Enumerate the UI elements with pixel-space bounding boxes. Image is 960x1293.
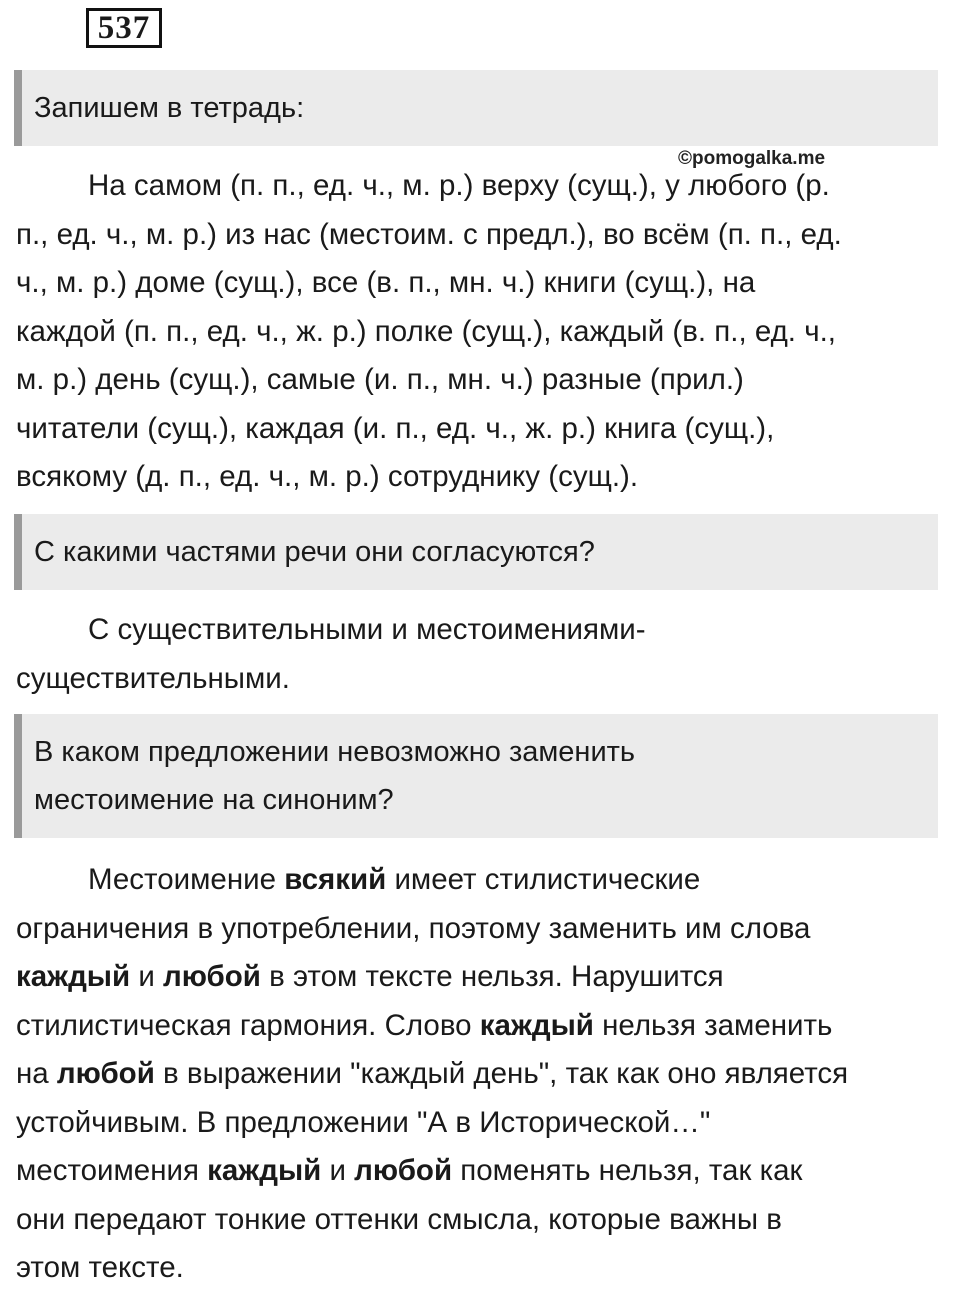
heading-write-down-text: Запишем в тетрадь:: [34, 92, 305, 124]
bold-word: всякий: [284, 863, 387, 896]
question-synonym-line: местоимение на синоним?: [34, 784, 394, 816]
text-line: каждой (п. п., ед. ч., ж. р.) полке (сущ.), каждый (в. п., ед. ч.,: [16, 314, 836, 348]
text-line: [16, 856, 946, 905]
text-line: [16, 1147, 946, 1196]
heading-write-down: [14, 70, 938, 146]
text-span: Местоимение: [88, 863, 285, 896]
text-line: [16, 953, 946, 1002]
text-span: поменять нельзя, так как: [452, 1154, 803, 1187]
bold-word: любой: [56, 1057, 155, 1090]
text-span: местоимения: [16, 1154, 208, 1187]
question-parts-of-speech-text: С какими частями речи они согласуются?: [34, 536, 595, 568]
text-line: читатели (сущ.), каждая (и. п., ед. ч., ж. р.) книга (сущ.),: [16, 411, 775, 445]
bold-word: любой: [354, 1154, 453, 1187]
text-span: в выражении "каждый день", так как оно является: [154, 1057, 849, 1090]
text-line: ограничения в употреблении, поэтому заменить им слова: [16, 911, 811, 945]
text-line: устойчивым. В предложении "А в Исторической…": [16, 1105, 711, 1139]
text-line: этом тексте.: [16, 1251, 184, 1284]
text-line: п., ед. ч., м. р.) из нас (местоим. с предл.), во всём (п. п., ед.: [16, 217, 842, 251]
text-line: На самом (п. п., ед. ч., м. р.) верху (сущ.), у любого (р.: [88, 169, 830, 202]
text-line: они передают тонкие оттенки смысла, которые важны в: [16, 1202, 782, 1236]
watermark: ©pomogalka.me: [678, 148, 826, 169]
text-span: и: [321, 1154, 355, 1187]
text-span: на: [16, 1057, 57, 1090]
answer-parts-of-speech: [16, 606, 946, 703]
exercise-number: 537: [86, 8, 162, 48]
question-synonym-line: В каком предложении невозможно заменить: [34, 736, 636, 768]
text-line: [16, 1050, 946, 1099]
question-synonym: [14, 714, 938, 838]
text-span: нельзя заменить: [593, 1008, 833, 1042]
text-span: стилистическая гармония. Слово: [16, 1008, 480, 1042]
bold-word: любой: [163, 960, 261, 993]
text-line: ч., м. р.) доме (сущ.), все (в. п., мн. ч.) книги (сущ.), на: [16, 266, 756, 299]
bold-word: каждый: [16, 960, 131, 993]
answer-parsed-text: [16, 162, 946, 502]
text-line: существительными.: [16, 661, 290, 695]
text-span: имеет стилистические: [386, 863, 701, 896]
bold-word: каждый: [207, 1154, 322, 1187]
text-line: м. р.) день (сущ.), самые (и. п., мн. ч.) разные (прил.): [16, 363, 744, 396]
text-line: [16, 1002, 946, 1051]
text-line: всякому (д. п., ед. ч., м. р.) сотруднику (сущ.).: [16, 460, 639, 493]
text-span: и: [130, 960, 164, 993]
answer-synonym: [16, 856, 946, 1293]
text-span: в этом тексте нельзя. Нарушится: [260, 960, 724, 993]
bold-word: каждый: [479, 1008, 594, 1042]
question-parts-of-speech: [14, 514, 938, 590]
text-line: С существительными и местоимениями-: [88, 613, 646, 646]
